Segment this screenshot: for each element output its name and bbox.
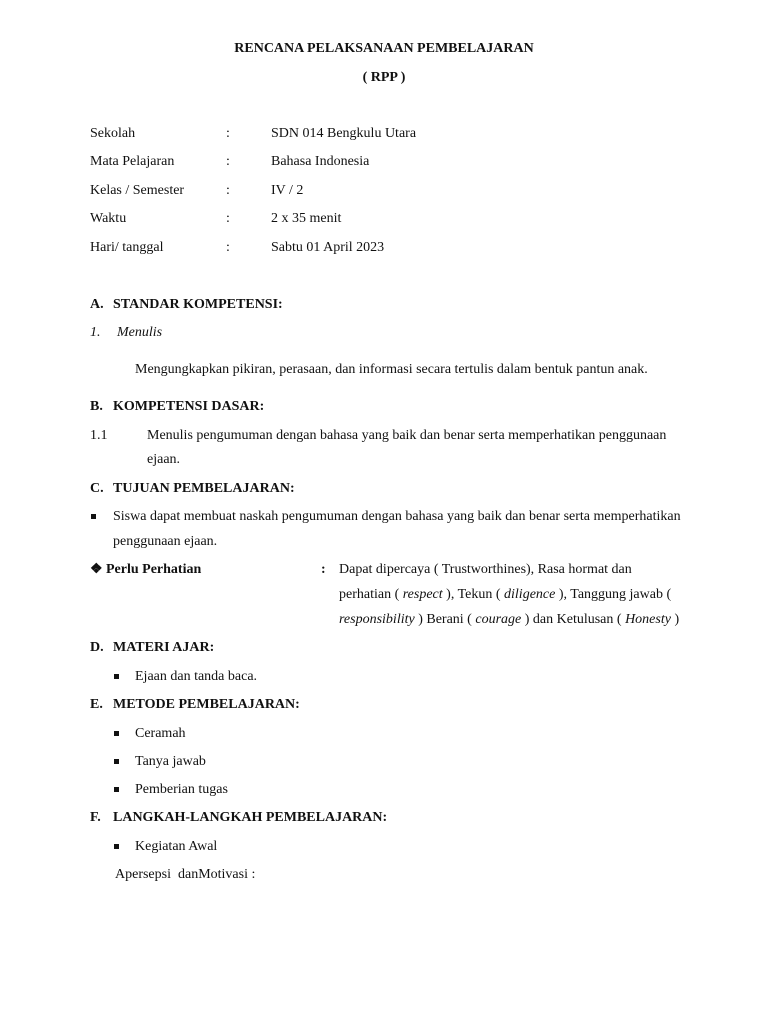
section-a-letter: A. bbox=[90, 297, 104, 312]
list-item: Kegiatan Awal bbox=[135, 839, 218, 854]
section-f-heading: LANGKAH-LANGKAH PEMBELAJARAN: bbox=[113, 810, 388, 825]
info-value-hari: Sabtu 01 April 2023 bbox=[271, 240, 385, 255]
perhatian-line-2: perhatian ( respect ), Tekun ( diligence ), Tanggung jawab ( bbox=[339, 587, 672, 602]
info-value-sekolah: SDN 014 Bengkulu Utara bbox=[271, 126, 417, 141]
section-a-item-number: 1. bbox=[90, 325, 101, 340]
info-label-waktu: Waktu bbox=[90, 211, 127, 226]
square-bullet-icon bbox=[91, 514, 96, 519]
info-sep: : bbox=[226, 154, 230, 169]
section-f-subheading: Apersepsi danMotivasi : bbox=[115, 867, 256, 882]
info-value-kelas: IV / 2 bbox=[271, 183, 304, 198]
list-item: Ceramah bbox=[135, 726, 186, 741]
square-bullet-icon bbox=[114, 674, 119, 679]
section-a-description: Mengungkapkan pikiran, perasaan, dan informasi secara tertulis dalam bentuk pantun anak. bbox=[135, 362, 648, 377]
perhatian-label: Perlu Perhatian bbox=[106, 562, 202, 577]
section-a-item-title: Menulis bbox=[117, 325, 163, 340]
section-e-letter: E. bbox=[90, 697, 103, 712]
section-d-letter: D. bbox=[90, 640, 104, 655]
info-value-waktu: 2 x 35 menit bbox=[271, 211, 342, 226]
section-b-letter: B. bbox=[90, 399, 103, 414]
list-item: Ejaan dan tanda baca. bbox=[135, 669, 258, 684]
section-f-letter: F. bbox=[90, 810, 101, 825]
perhatian-line-1: Dapat dipercaya ( Trustworthines), Rasa hormat dan bbox=[339, 562, 632, 577]
section-c-heading: TUJUAN PEMBELAJARAN: bbox=[113, 481, 295, 496]
section-e-heading: METODE PEMBELAJARAN: bbox=[113, 697, 300, 712]
info-label-sekolah: Sekolah bbox=[90, 126, 136, 141]
square-bullet-icon bbox=[114, 731, 119, 736]
document-title: RENCANA PELAKSANAAN PEMBELAJARAN bbox=[234, 41, 534, 56]
section-c-line-2: penggunaan ejaan. bbox=[113, 534, 218, 549]
square-bullet-icon bbox=[114, 844, 119, 849]
perhatian-line-3: responsibility ) Berani ( courage ) dan Ketulusan ( Honesty ) bbox=[339, 612, 680, 627]
section-c-letter: C. bbox=[90, 481, 104, 496]
section-b-item-number: 1.1 bbox=[90, 428, 108, 443]
section-b-line-2: ejaan. bbox=[147, 452, 181, 467]
square-bullet-icon bbox=[114, 759, 119, 764]
info-value-mapel: Bahasa Indonesia bbox=[271, 154, 370, 169]
info-label-hari: Hari/ tanggal bbox=[90, 240, 164, 255]
info-label-kelas: Kelas / Semester bbox=[90, 183, 185, 198]
square-bullet-icon bbox=[114, 787, 119, 792]
info-sep: : bbox=[226, 183, 230, 198]
list-item: Tanya jawab bbox=[135, 754, 206, 769]
info-sep: : bbox=[226, 240, 230, 255]
perhatian-sep: : bbox=[321, 562, 326, 577]
section-a-heading: STANDAR KOMPETENSI: bbox=[113, 297, 283, 312]
section-d-heading: MATERI AJAR: bbox=[113, 640, 215, 655]
section-c-line-1: Siswa dapat membuat naskah pengumuman dengan bahasa yang baik dan benar serta memperhatikan bbox=[113, 509, 681, 524]
section-b-line-1: Menulis pengumuman dengan bahasa yang baik dan benar serta memperhatikan penggunaan bbox=[147, 428, 667, 443]
info-sep: : bbox=[226, 211, 230, 226]
document-subtitle: ( RPP ) bbox=[362, 70, 406, 85]
info-label-mapel: Mata Pelajaran bbox=[90, 154, 175, 169]
info-sep: : bbox=[226, 126, 230, 141]
section-b-heading: KOMPETENSI DASAR: bbox=[113, 399, 265, 414]
diamond-bullet-icon: ❖ bbox=[90, 562, 103, 577]
list-item: Pemberian tugas bbox=[135, 782, 228, 797]
